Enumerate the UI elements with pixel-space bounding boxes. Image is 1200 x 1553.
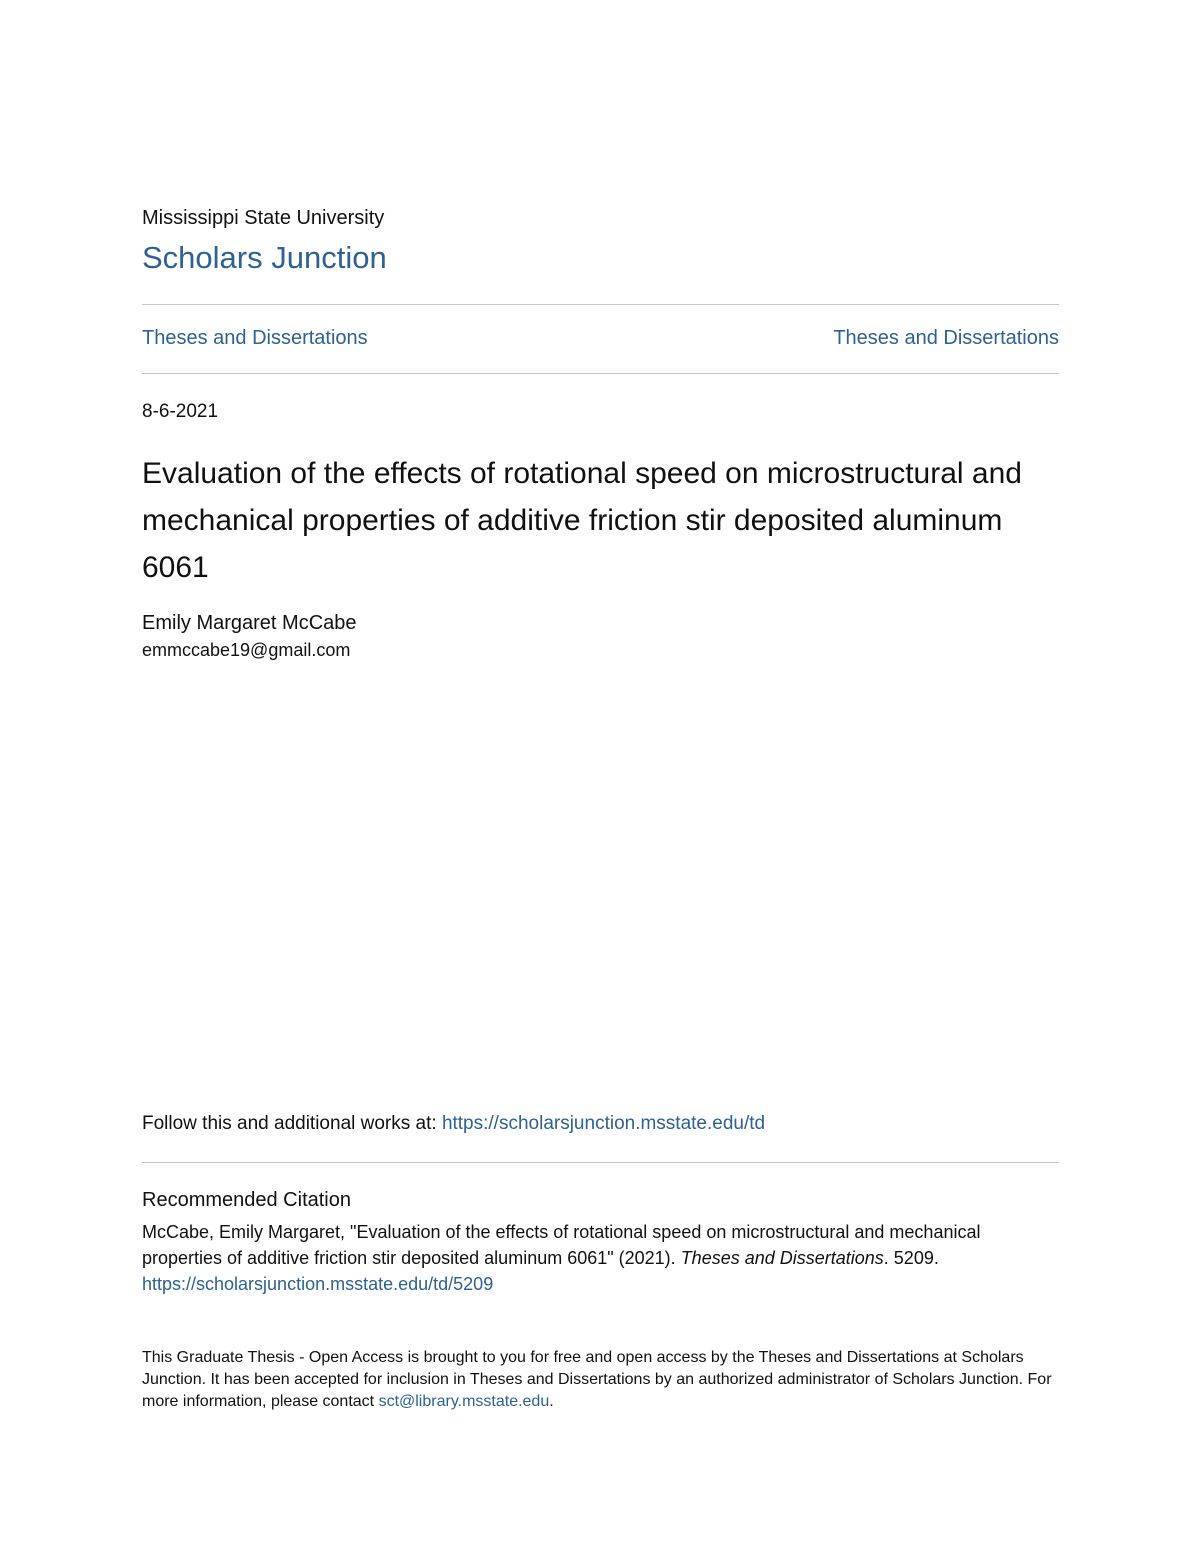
divider (142, 304, 1059, 305)
author-name: Emily Margaret McCabe (142, 612, 357, 634)
repository-link[interactable]: Scholars Junction (142, 240, 387, 275)
follow-prefix: Follow this and additional works at: (142, 1113, 442, 1134)
collection-link[interactable]: Theses and Dissertations (142, 327, 368, 349)
citation-body (142, 1219, 1062, 1297)
statement-text: This Graduate Thesis - Open Access is brought to you for free and open access by the Theses and Dissertations at Scholars Junction. It has been accepted for inclusion in Theses and Dissertations by an authorized administrator of Scholars Junction. For more information, please contact (142, 1349, 1052, 1410)
statement-end: . (549, 1393, 554, 1410)
divider (142, 1162, 1059, 1163)
divider (142, 373, 1059, 374)
access-statement (142, 1347, 1062, 1413)
author-email: emmccabe19@gmail.com (142, 640, 351, 660)
publication-date: 8-6-2021 (142, 401, 219, 422)
university-name: Mississippi State University (142, 207, 385, 229)
citation-url-link[interactable]: https://scholarsjunction.msstate.edu/td/5209 (142, 1274, 494, 1294)
document-title: Evaluation of the effects of rotational speed on microstructural and mechanical properties of additive friction stir deposited aluminum 6061 (142, 457, 1022, 584)
follow-line (142, 1113, 765, 1135)
collection-url-link[interactable]: https://scholarsjunction.msstate.edu/td (441, 1113, 766, 1134)
citation-number: . 5209. (883, 1248, 939, 1268)
parent-collection-link[interactable]: Theses and Dissertations (833, 327, 1059, 349)
citation-text: McCabe, Emily Margaret, "Evaluation of the effects of rotational speed on microstructural and mechanical properties of additive friction stir deposited aluminum 6061" (2021). (142, 1222, 981, 1268)
contact-email-link[interactable]: sct@library.msstate.edu (378, 1393, 550, 1410)
citation-series: Theses and Dissertations (680, 1248, 884, 1268)
citation-heading: Recommended Citation (142, 1189, 351, 1211)
